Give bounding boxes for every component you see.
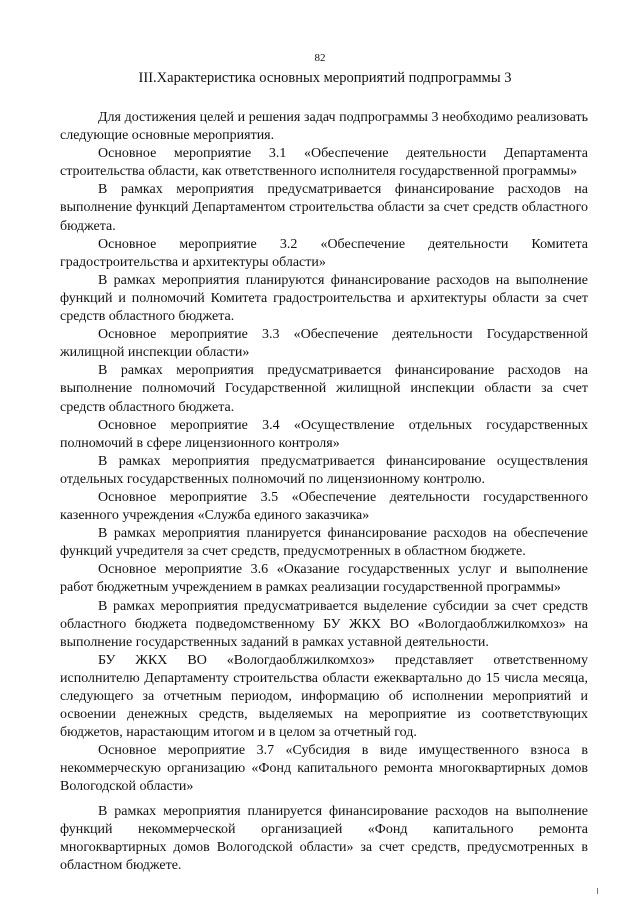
paragraph-measure-3-1: Основное мероприятие 3.1 «Обеспечение деятельности Департамента строительства области, как ответственного исполнителя государственной программы» bbox=[60, 146, 588, 180]
paragraph-measure-3-7: Основное мероприятие 3.7 «Субсидия в виде имущественного взноса в некоммерческую организацию «Фонд капитального ремонта многоквартирных домов Вологодской области» bbox=[60, 743, 588, 795]
paragraph-measure-3-2-description: В рамках мероприятия планируются финансирование расходов на выполнение функций и полномочий Комитета градостроительства и архитектуры области за счет средств областного бюджета. bbox=[60, 272, 588, 325]
paragraph-measure-3-6: Основное мероприятие 3.6 «Оказание государственных услуг и выполнение работ бюджетным учреждением в рамках реализации государственной программы» bbox=[60, 562, 588, 596]
paragraph-measure-3-7-description: В рамках мероприятия планируется финансирование расходов на выполнение функций некоммерческой организацией «Фонд капитального ремонта многоквартирных домов Вологодской области» за счет средств, предусмотренных в областном бюджете. bbox=[60, 803, 588, 873]
paragraph-measure-3-4-description: В рамках мероприятия предусматривается финансирование осуществления отдельных государственных полномочий по лицензионному контролю. bbox=[60, 453, 588, 487]
scan-mark bbox=[597, 888, 598, 894]
paragraph-measure-3-4: Основное мероприятие 3.4 «Осуществление отдельных государственных полномочий в сфере лицензионного контроля» bbox=[60, 417, 588, 451]
paragraph-measure-3-6-description: В рамках мероприятия предусматривается выделение субсидии за счет средств областного бюджета подведомственному БУ ЖКХ ВО «Вологдаоблжилкомхоз» на выполнение государственных заданий в рамках уставной деятельности. bbox=[60, 598, 588, 650]
section-title: III.Характеристика основных мероприятий подпрограммы 3 bbox=[138, 70, 512, 86]
paragraph-measure-3-2: Основное мероприятие 3.2 «Обеспечение деятельности Комитета градостроительства и архитектуры области» bbox=[60, 236, 588, 270]
paragraph-measure-3-1-description: В рамках мероприятия предусматривается финансирование расходов на выполнение функций Департаментом строительства области за счет средств областного бюджета. bbox=[60, 182, 588, 234]
paragraph-reporting: БУ ЖКХ ВО «Вологдаоблжилкомхоз» представляет ответственному исполнителю Департаменту строительства области ежеквартально до 15 числа месяца, следующего за отчетным периодом, информацию об исполнении мероприятий и освоении денежных средств, выделяемых на мероприятие из соответствующих бюджетов, нарастающим итогом и в целом за отчетный год. bbox=[60, 652, 588, 741]
paragraph-measure-3-5-description: В рамках мероприятия планируется финансирование расходов на обеспечение функций учредителя за счет средств, предусмотренных в областном бюджете. bbox=[60, 526, 588, 560]
document-body bbox=[60, 109, 588, 875]
paragraph-measure-3-5: Основное мероприятие 3.5 «Обеспечение деятельности государственного казенного учреждения «Служба единого заказчика» bbox=[60, 489, 588, 524]
paragraph-measure-3-3-description: В рамках мероприятия предусматривается финансирование расходов на выполнение полномочий Государственной жилищной инспекции области за счет средств областного бюджета. bbox=[60, 363, 588, 415]
page-number: 82 bbox=[314, 52, 326, 64]
paragraph-measure-3-3: Основное мероприятие 3.3 «Обеспечение деятельности Государственной жилищной инспекции области» bbox=[60, 327, 588, 361]
paragraph-intro: Для достижения целей и решения задач подпрограммы 3 необходимо реализовать следующие основные мероприятия. bbox=[60, 110, 588, 144]
